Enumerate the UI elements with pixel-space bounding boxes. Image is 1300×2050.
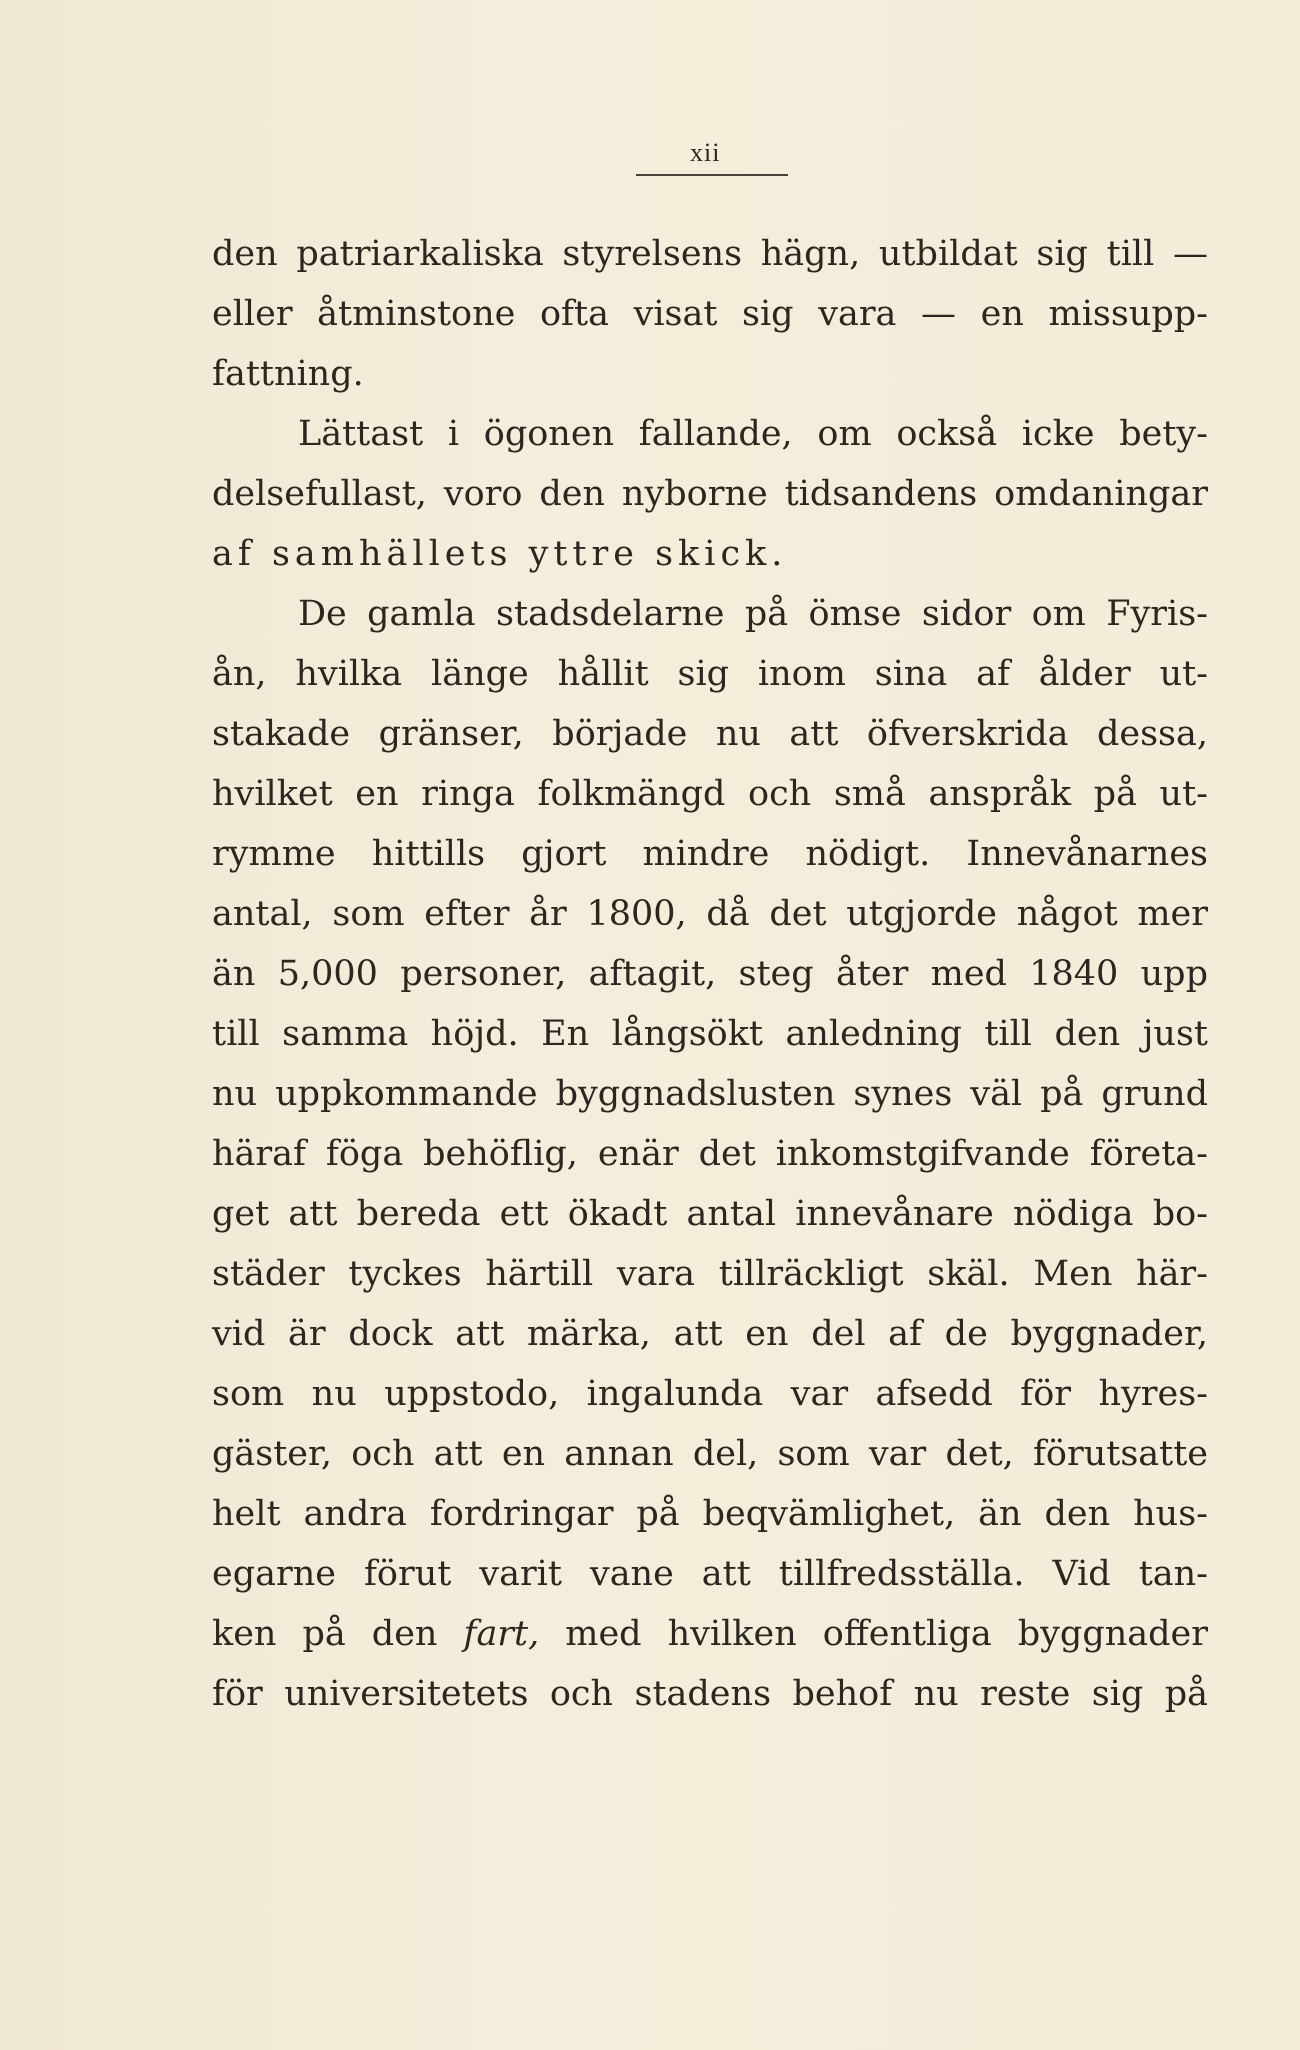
page-number: xii — [690, 138, 721, 167]
text-segment: ken på den — [212, 1614, 464, 1654]
text-segment: med hvilken offentliga byggnader — [539, 1614, 1208, 1654]
header-rule — [636, 174, 788, 176]
text-line: antal, som efter år 1800, då det utgjorde något mer — [212, 894, 1208, 934]
text-line: gäster, och att en annan del, som var det, förutsatte — [212, 1434, 1208, 1474]
body-text — [212, 224, 1208, 1724]
text-line: än 5,000 personer, aftagit, steg åter med 1840 upp — [212, 954, 1208, 994]
text-line: egarne förut varit vane att tillfredsställa. Vid tan- — [212, 1554, 1208, 1594]
text-line: städer tyckes härtill vara tillräckligt skäl. Men här- — [212, 1254, 1208, 1294]
text-line: rymme hittills gjort mindre nödigt. Innevånarnes — [212, 834, 1208, 874]
text-line: häraf föga behöflig, enär det inkomstgifvande företa- — [212, 1134, 1208, 1174]
paragraph-start-line: Lättast i ögonen fallande, om också icke bety- — [298, 414, 1208, 454]
text-line: get att bereda ett ökadt antal innevånare nödiga bo- — [212, 1194, 1208, 1234]
text-line: hvilket en ringa folkmängd och små anspråk på ut- — [212, 774, 1208, 814]
text-line: af samhällets yttre skick. — [212, 534, 788, 574]
italic-word: fart, — [463, 1614, 540, 1654]
text-line: nu uppkommande byggnadslusten synes väl på grund — [212, 1074, 1208, 1114]
text-line: som nu uppstodo, ingalunda var afsedd för hyres- — [212, 1374, 1208, 1414]
text-line: stakade gränser, började nu att öfverskrida dessa, — [212, 714, 1208, 754]
text-line-with-italic — [212, 1604, 1208, 1664]
text-line: till samma höjd. En långsökt anledning till den just — [212, 1014, 1208, 1054]
text-line: vid är dock att märka, att en del af de byggnader, — [212, 1314, 1208, 1354]
paragraph-start-line: De gamla stadsdelarne på ömse sidor om Fyris- — [298, 594, 1208, 634]
text-line: för universitetets och stadens behof nu reste sig på — [212, 1674, 1208, 1714]
text-line: eller åtminstone ofta visat sig vara — en missupp- — [212, 294, 1208, 334]
text-line: den patriarkaliska styrelsens hägn, utbildat sig till — — [212, 234, 1208, 274]
text-line: helt andra fordringar på beqvämlighet, än den hus- — [212, 1494, 1208, 1534]
text-line: delsefullast, voro den nyborne tidsandens omdaningar — [212, 474, 1208, 514]
text-line: ån, hvilka länge hållit sig inom sina af ålder ut- — [212, 654, 1208, 694]
text-line: fattning. — [212, 354, 364, 394]
